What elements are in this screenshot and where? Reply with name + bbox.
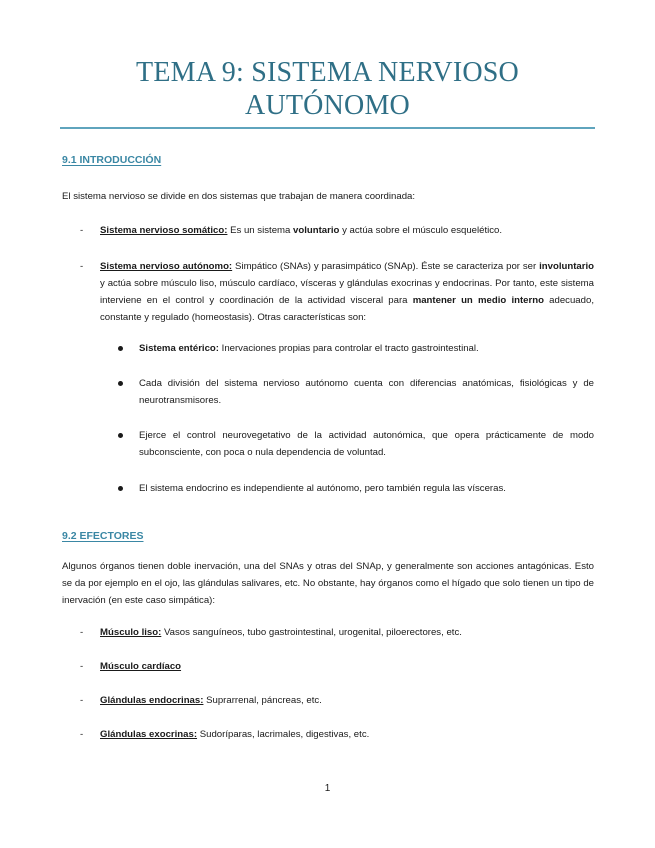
text-run: Es un sistema [227,225,294,236]
title-line-1: TEMA 9: SISTEMA NERVIOSO [136,57,519,88]
section-heading-efectores: 9.2 EFECTORES [62,530,144,542]
bullet-dot [118,486,123,491]
term-label: Músculo cardíaco [100,661,182,672]
bullet-text [139,340,594,357]
list-item-text [100,658,594,675]
dash-marker: - [80,261,84,272]
list-item-text [100,624,594,641]
intro-paragraph: El sistema nervioso se divide en dos sistemas que trabajan de manera coordinada: [62,191,416,202]
bullet-text [139,427,594,461]
text-run: adecuado, constante y regulado (homeostasis). Otras características son: [100,295,594,323]
dash-marker: - [80,225,84,236]
term-label: Glándulas endocrinas: [100,695,204,706]
term-label: Músculo liso: [100,627,162,638]
dash-marker: - [80,729,84,740]
section-heading-introduccion: 9.1 INTRODUCCIÓN [62,154,162,166]
text-run: y actúa sobre el músculo esquelético. [339,225,503,236]
text-run: El sistema endocrino es independiente al autónomo, pero también regula las vísceras. [139,483,506,494]
bullet-dot [118,381,123,386]
text-run: Simpático (SNAs) y parasimpático (SNAp). Éste se caracteriza por ser [232,261,540,272]
list-item-text [100,222,594,239]
bullet-text [139,480,594,497]
term-label: Glándulas exocrinas: [100,729,198,740]
dash-marker: - [80,627,84,638]
text-run: Suprarrenal, páncreas, etc. [203,695,322,706]
bold-run: mantener un medio interno [412,295,544,306]
text-run: Cada división del sistema nervioso autónomo cuenta con diferencias anatómicas, fisiológicas y de neurotransmisores. [139,378,594,406]
bold-run: Sistema entérico: [139,343,219,354]
bullet-dot [118,433,123,438]
bold-run: voluntario [293,225,340,236]
efectores-paragraph: Algunos órganos tienen doble inervación, una del SNAs y otras del SNAp, y generalmente son acciones antagónicas. Esto se da por ejemplo en el ojo, las glándulas salivares, etc. No obstante, hay órganos como el hígado que solo tienen un tipo de inervación (en este caso simpática): [62,561,594,606]
term-label: Sistema nervioso autónomo: [100,261,233,272]
text-run: Sudoríparas, lacrimales, digestivas, etc. [197,729,370,740]
text-run: Inervaciones propias para controlar el tracto gastrointestinal. [218,343,479,354]
title-divider [60,127,595,129]
list-item-text [100,726,594,743]
bold-run: involuntario [539,261,595,272]
title-line-2: AUTÓNOMO [245,90,410,121]
bullet-dot [118,346,123,351]
dash-marker: - [80,661,84,672]
text-run: Ejerce el control neurovegetativo de la actividad autonómica, que opera prácticamente de modo subconsciente, con poca o nula dependencia de voluntad. [139,430,594,458]
dash-marker: - [80,695,84,706]
text-run: Vasos sanguíneos, tubo gastrointestinal, urogenital, piloerectores, etc. [161,627,462,638]
bullet-text [139,375,594,409]
page-title [60,56,595,122]
list-item-text [100,692,594,709]
list-item-text [100,258,594,326]
text-run: y actúa sobre músculo liso, músculo cardíaco, vísceras y glándulas exocrinas y endocrinas. Por tanto, este sistema interviene en el control y coordinación de la actividad visceral para [100,278,594,306]
term-label: Sistema nervioso somático: [100,225,228,236]
page-number: 1 [324,783,331,794]
